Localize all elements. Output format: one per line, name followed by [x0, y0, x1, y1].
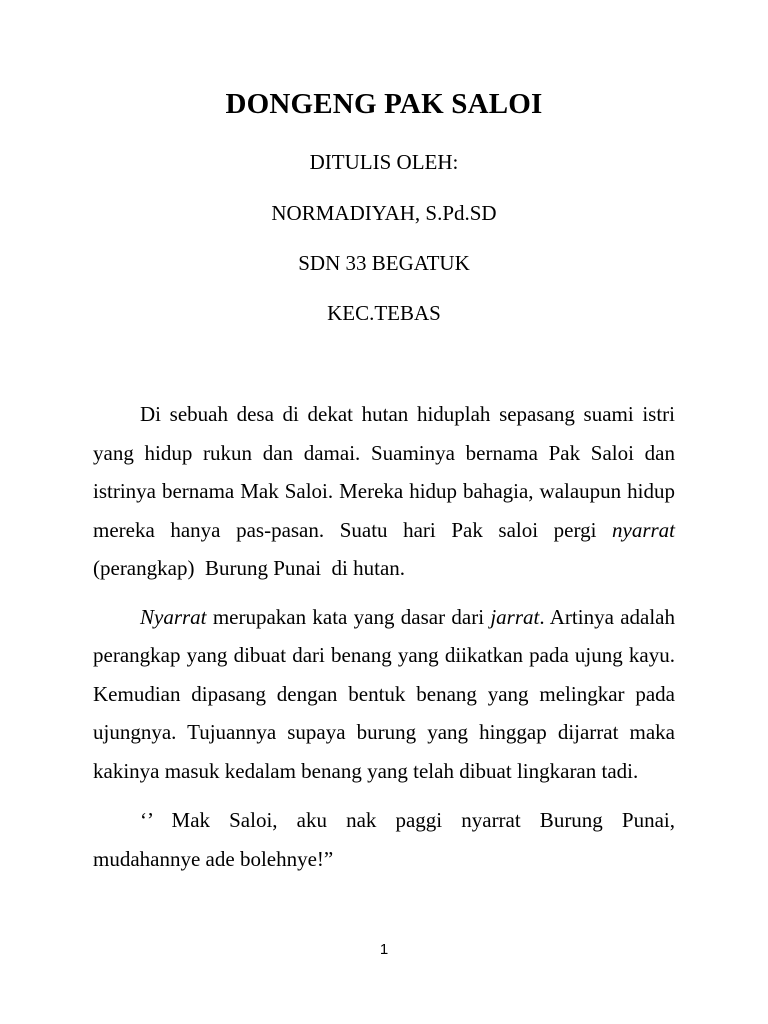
- paragraph-2-italic-term-1: Nyarrat: [140, 604, 207, 629]
- paragraph-2-italic-term-2: jarrat: [490, 604, 540, 629]
- paragraph-2-text-a: merupakan kata yang dasar dari: [206, 604, 491, 629]
- author-label: DITULIS OLEH:: [309, 150, 459, 174]
- paragraph-2-text-b: . Artinya adalah perangkap yang dibuat dari benang yang diikatkan pada ujung kayu. Kemudian dipasang dengan bentuk benang yang melingkar pada ujungnya. Tujuannya supaya burung yang hinggap dijarrat maka kakinya masuk kedalam benang yang telah dibuat lingkaran tadi.: [93, 604, 675, 783]
- paragraph-1-text-b: (perangkap) Burung Punai di hutan.: [93, 517, 686, 580]
- district-name: KEC.TEBAS: [327, 301, 441, 325]
- page-number: 1: [379, 941, 389, 958]
- story-paragraph-2: [93, 598, 675, 791]
- story-paragraph-3: ‘’ Mak Saloi, aku nak paggi nyarrat Burung Punai, mudahannye ade bolehnye!”: [93, 808, 675, 871]
- school-name: SDN 33 BEGATUK: [298, 251, 470, 275]
- paragraph-1-text-a: Di sebuah desa di dekat hutan hiduplah sepasang suami istri yang hidup rukun dan damai. Suaminya bernama Pak Saloi dan istrinya bernama Mak Saloi. Mereka hidup bahagia, walaupun hidup mereka hanya pas-pasan. Suatu hari Pak saloi pergi: [93, 402, 675, 542]
- author-name: NORMADIYAH, S.Pd.SD: [271, 201, 497, 225]
- document-title: DONGENG PAK SALOI: [225, 88, 543, 120]
- story-paragraph-1: [93, 395, 686, 588]
- story-body: [93, 395, 686, 878]
- paragraph-1-italic-term: nyarrat: [612, 517, 675, 542]
